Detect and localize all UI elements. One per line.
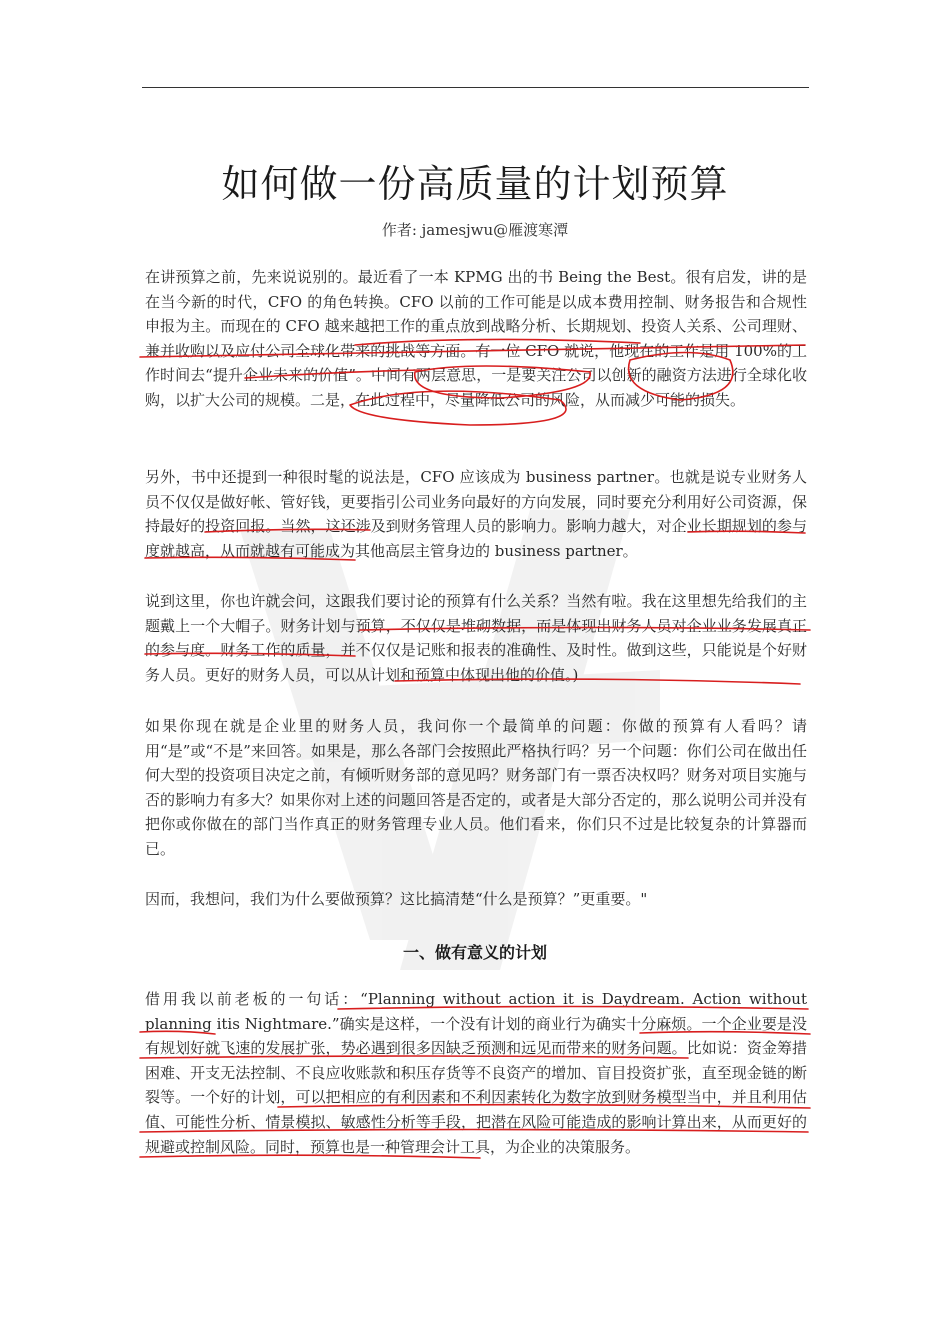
paragraph-5: 因而，我想问，我们为什么要做预算？这比搞清楚“什么是预算？”更重要。" xyxy=(145,890,648,908)
paragraph-2: 另外，书中还提到一种很时髦的说法是，CFO 应该成为 business partner。也就是说专业财务人员不仅仅是做好帐、管好钱，更要指引公司业务向最好的方向发展，同时要充分利用好公司资源，保持最好的投资回报。当然，这还涉及到财务管理人员的影响力。影响力越大，对企业长期规划的参与度就越高，从而就越有可能成为其他高层主管身边的 business partner。 xyxy=(145,468,807,560)
header-rule xyxy=(142,87,809,88)
paragraph-1: 在讲预算之前，先来说说别的。最近看了一本 KPMG 出的书 Being the Best。很有启发，讲的是在当今新的时代，CFO 的角色转换。CFO 以前的工作可能是以成本费用控制、财务报告和合规性申报为主。而现在的 CFO 越来越把工作的重点放到战略分析、长期规划、投资人关系、公司理财、兼并收购以及应付公司全球化带来的挑战等方面。有一位 CFO 就说，他现在的工作是用 100%的工作时间去“提升企业未来的价值”。中间有两层意思，一是要关注公司以创新的融资方法进行全球化收购，以扩大公司的规模。二是，在此过程中，尽量降低公司的风险，从而减少可能的损失。 xyxy=(145,268,807,409)
section-heading: 一、做有意义的计划 xyxy=(402,943,547,962)
author-line: 作者: jamesjwu@雁渡寒潭 xyxy=(381,221,569,239)
paragraph-4: 如果你现在就是企业里的财务人员，我问你一个最简单的问题：你做的预算有人看吗？请用“是”或“不是”来回答。如果是，那么各部门会按照此严格执行吗？另一个问题：你们公司在做出任何大型的投资项目决定之前，有倾听财务部的意见吗？财务部门有一票否决权吗？财务对项目实施与否的影响力有多大？如果你对上述的问题回答是否定的，或者是大部分否定的，那么说明公司并没有把你或你做在的部门当作真正的财务管理专业人员。他们看来，你们只不过是比较复杂的计算器而已。 xyxy=(145,717,807,858)
page-title: 如何做一份高质量的计划预算 xyxy=(221,162,729,207)
paragraph-3: 说到这里，你也许就会问，这跟我们要讨论的预算有什么关系？当然有啦。我在这里想先给我们的主题戴上一个大帽子。财务计划与预算，不仅仅是堆砌数据，而是体现出财务人员对企业业务发展真正的参与度。财务工作的质量，并不仅仅是记账和报表的准确性、及时性。做到这些，只能说是个好财务人员。更好的财务人员，可以从计划和预算中体现出他的价值。) xyxy=(145,592,807,684)
paragraph-6: 借用我以前老板的一句话：“Planning without action it is Daydream. Action without planning itis Nightmare.”确实是这样，一个没有计划的商业行为确实十分麻烦。一个企业要是没有规划好就飞速的发展扩张，势必遇到很多因缺乏预测和远见而带来的财务问题。比如说：资金筹措困难、开支无法控制、不良应收账款和积压存货等不良资产的增加、盲目投资扩张，直至现金链的断裂等。一个好的计划，可以把相应的有利因素和不利因素转化为数字放到财务模型当中，并且利用估值、可能性分析、情景模拟、敏感性分析等手段，把潜在风险可能造成的影响计算出来，从而更好的规避或控制风险。同时，预算也是一种管理会计工具，为企业的决策服务。 xyxy=(145,990,807,1156)
